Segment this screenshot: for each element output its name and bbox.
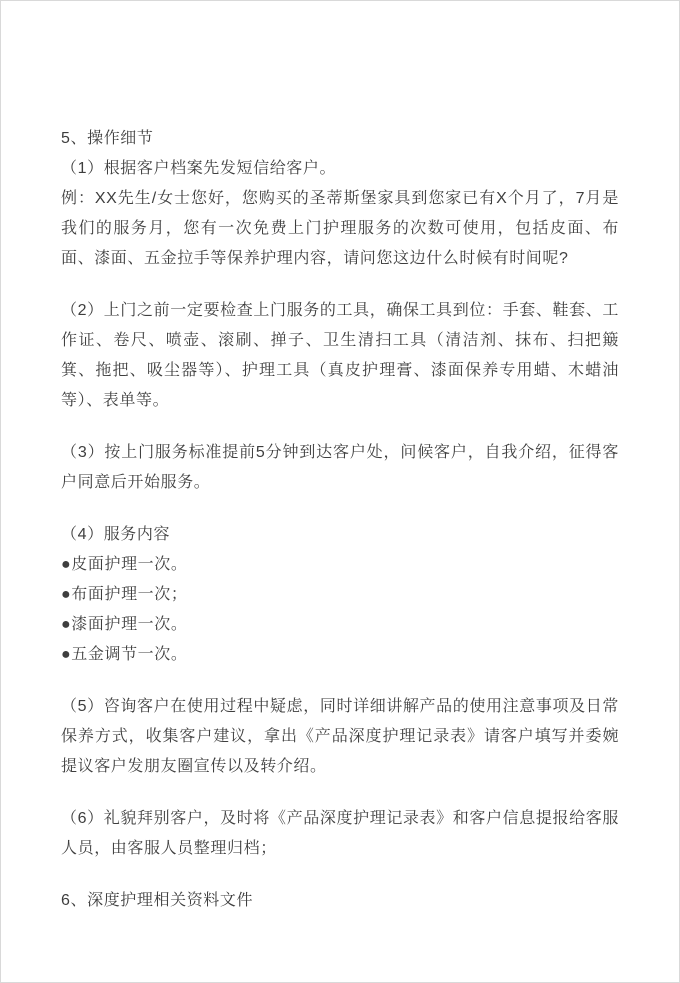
service-item-paint: ●漆面护理一次。 [61, 616, 188, 633]
section-6-heading-group [61, 886, 619, 916]
step-5-paragraph: （5）咨询客户在使用过程中疑虑，同时详细讲解产品的使用注意事项及日常保养方式，收集客户建议，拿出《产品深度护理记录表》请客户填写并委婉提议客户发朋友圈宣传以及转介绍。 [61, 698, 619, 775]
step-2-paragraph: （2）上门之前一定要检查上门服务的工具，确保工具到位：手套、鞋套、工作证、卷尺、喷壶、滚刷、掸子、卫生清扫工具（清洁剂、抹布、扫把簸箕、拖把、吸尘器等）、护理工具（真皮护理膏、漆面保养专用蜡、木蜡油等）、表单等。 [61, 302, 619, 409]
service-item-fabric: ●布面护理一次； [61, 586, 188, 603]
step-3-paragraph-group [61, 438, 619, 498]
section-6-heading: 6、深度护理相关资料文件 [61, 892, 254, 909]
step-6-paragraph: （6）礼貌拜别客户，及时将《产品深度护理记录表》和客户信息提报给客服人员，由客服人员整理归档； [61, 810, 619, 857]
service-item-hardware: ●五金调节一次。 [61, 646, 188, 663]
step-4-heading: （4）服务内容 [61, 526, 171, 543]
section-5-heading: 5、操作细节 [61, 130, 154, 147]
service-item-leather: ●皮面护理一次。 [61, 556, 188, 573]
step-1-paragraph: （1）根据客户档案先发短信给客户。 [61, 160, 337, 177]
sms-example-paragraph: 例：XX先生/女士您好，您购买的圣蒂斯堡家具到您家已有X个月了，7月是我们的服务月，您有一次免费上门护理服务的次数可使用，包括皮面、布面、漆面、五金拉手等保养护理内容，请问您这边什么时候有时间呢? [61, 190, 619, 267]
step-5-paragraph-group [61, 692, 619, 782]
section-5-intro [61, 124, 619, 274]
step-4-service-content-group [61, 520, 619, 670]
step-3-paragraph: （3）按上门服务标准提前5分钟到达客户处，问候客户，自我介绍，征得客户同意后开始服务。 [61, 444, 619, 491]
step-2-paragraph-group [61, 296, 619, 416]
document-content [1, 1, 679, 916]
step-6-paragraph-group [61, 804, 619, 864]
